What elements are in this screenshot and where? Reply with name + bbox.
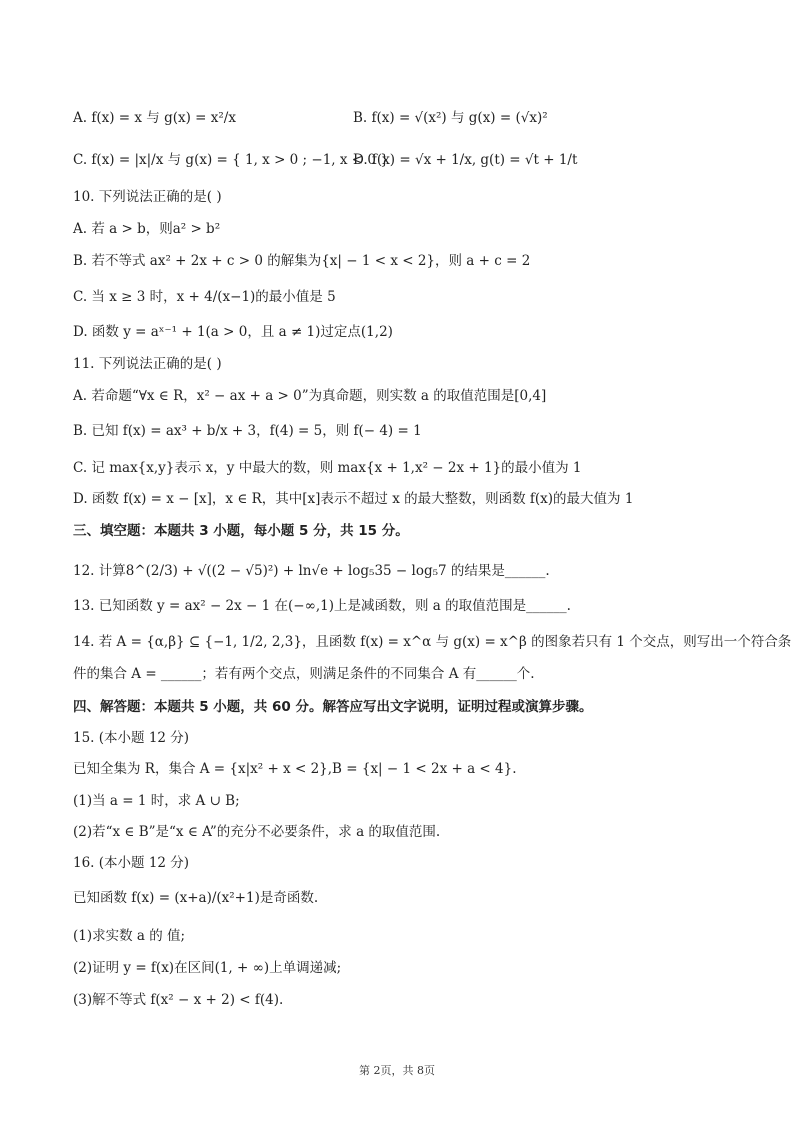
q16-part2: (2)证明 y = f(x)在区间(1, + ∞)上单调递减; [73,960,342,976]
q16-stem: 已知函数 f(x) = (x+a)/(x²+1)是奇函数. [73,890,319,906]
q11-option-a: A. 若命题“∀x ∈ R，x² − ax + a > 0”为真命题，则实数 a 的取值范围是[0,4] [73,388,547,404]
q11-option-c: C. 记 max{x,y}表示 x，y 中最大的数，则 max{x + 1,x² − 2x + 1}的最小值为 1 [73,460,582,476]
q11-stem: 11. 下列说法正确的是( ) [73,356,222,372]
q14-line1: 14. 若 A = {α,β} ⊆ {−1, 1/2, 2,3}，且函数 f(x) = x^α 与 g(x) = x^β 的图象若只有 1 个交点，则写出一个符合条 [73,634,792,650]
q10-option-d: D. 函数 y = aˣ⁻¹ + 1(a > 0，且 a ≠ 1)过定点(1,2) [73,324,393,340]
q10-option-c: C. 当 x ≥ 3 时，x + 4/(x−1)的最小值是 5 [73,289,336,305]
q16-part3: (3)解不等式 f(x² − x + 2) < f(4). [73,992,284,1008]
q10-option-b: B. 若不等式 ax² + 2x + c > 0 的解集为{x| − 1 < x < 2}，则 a + c = 2 [73,253,531,269]
q15-part1: (1)当 a = 1 时，求 A ∪ B; [73,793,240,809]
q14-line2: 件的集合 A = ______；若有两个交点，则满足条件的不同集合 A 有______个. [73,666,535,682]
q15-part2: (2)若“x ∈ B”是“x ∈ A”的充分不必要条件，求 a 的取值范围. [73,824,441,840]
q16-part1: (1)求实数 a 的 值; [73,928,186,944]
page-footer: 第 2页，共 8页 [359,1064,435,1077]
q9-option-b: B. f(x) = √(x²) 与 g(x) = (√x)² [353,110,548,126]
section-fill-in-heading: 三、填空题：本题共 3 小题，每小题 5 分，共 15 分。 [73,523,409,539]
q11-option-d: D. 函数 f(x) = x − [x]，x ∈ R，其中[x]表示不超过 x 的最大整数，则函数 f(x)的最大值为 1 [73,491,634,507]
q12: 12. 计算8^(2/3) + √((2 − √5)²) + ln√e + log₅35 − log₅7 的结果是______. [73,563,550,579]
q9-option-a: A. f(x) = x 与 g(x) = x²/x [73,110,236,126]
q9-option-c: C. f(x) = |x|/x 与 g(x) = { 1, x > 0 ; −1, x < 0 } [73,152,389,168]
q16-head: 16. (本小题 12 分) [73,855,190,871]
q10-option-a: A. 若 a > b，则a² > b² [73,221,221,237]
q13: 13. 已知函数 y = ax² − 2x − 1 在(−∞,1)上是减函数，则 a 的取值范围是______. [73,598,571,614]
q9-option-d: D. f(x) = √x + 1/x, g(t) = √t + 1/t [353,152,578,168]
section-solution-heading: 四、解答题：本题共 5 小题，共 60 分。解答应写出文字说明，证明过程或演算步骤。 [73,699,593,715]
q15-head: 15. (本小题 12 分) [73,730,190,746]
q10-stem: 10. 下列说法正确的是( ) [73,189,222,205]
q11-option-b: B. 已知 f(x) = ax³ + b/x + 3，f(4) = 5，则 f(− 4) = 1 [73,423,422,439]
q15-stem: 已知全集为 R，集合 A = {x|x² + x < 2},B = {x| − 1 < 2x + a < 4}. [73,761,517,777]
